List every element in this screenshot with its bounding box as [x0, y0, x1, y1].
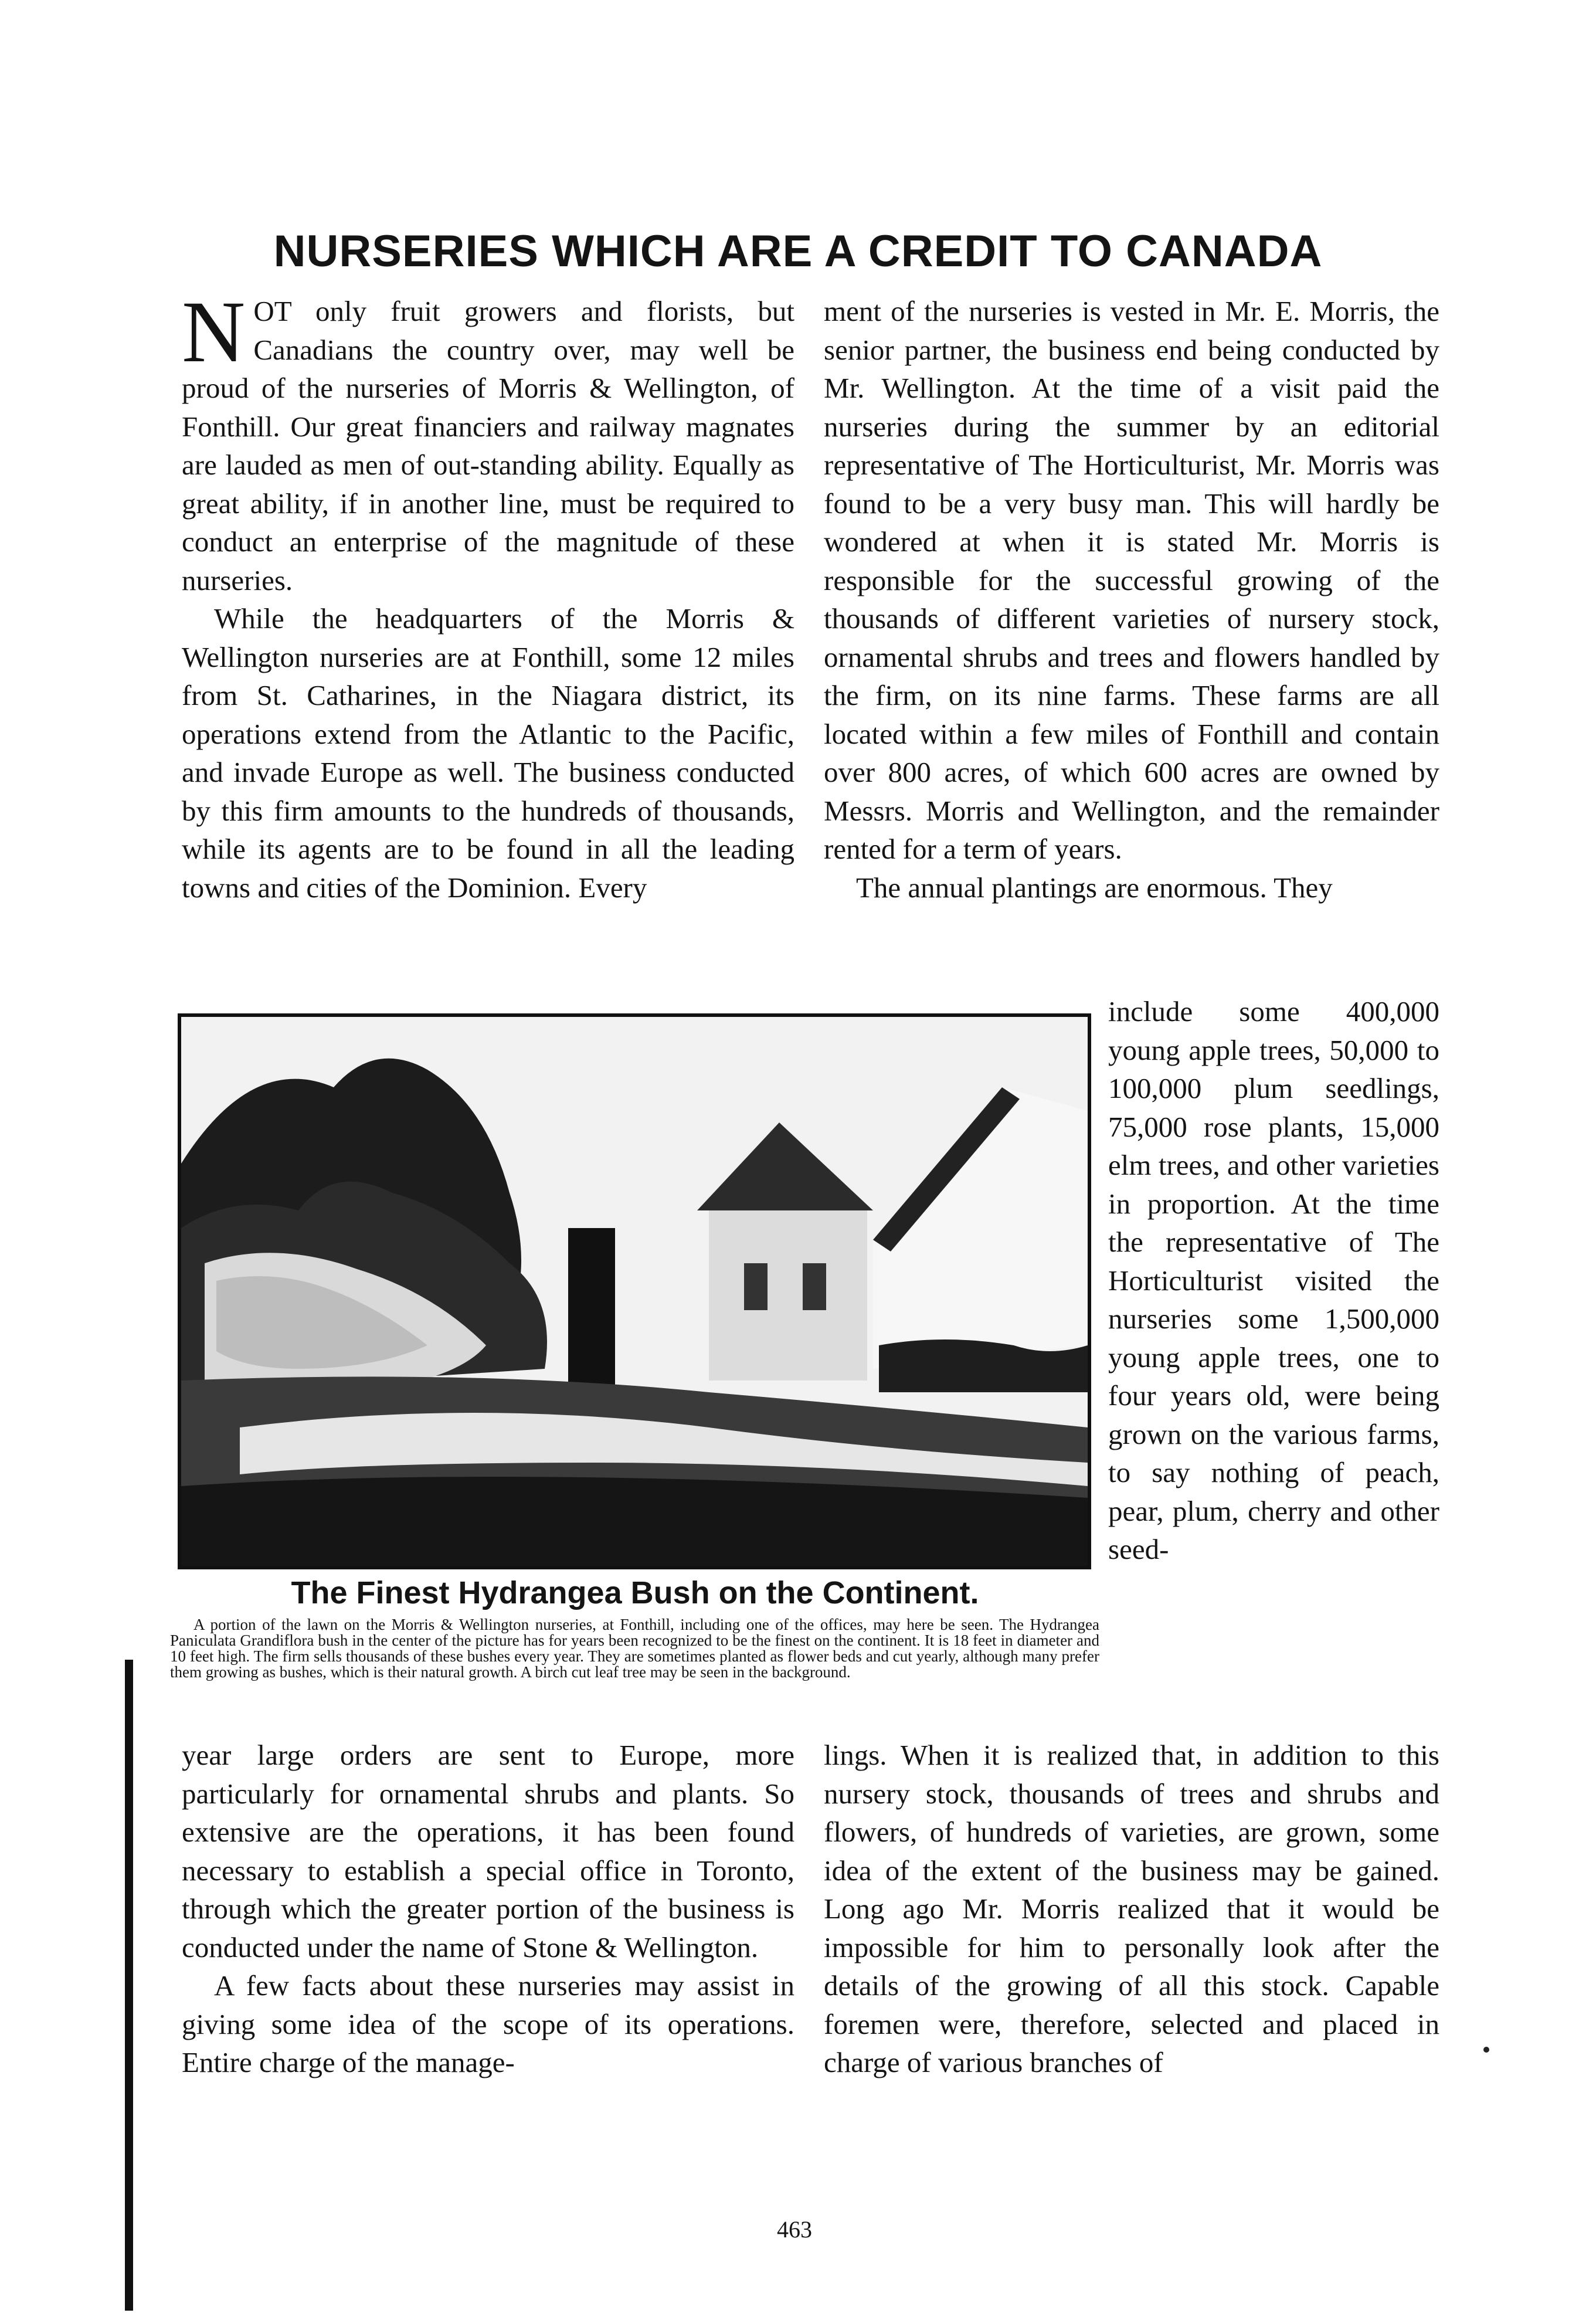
left-column-top: [182, 283, 794, 907]
paragraph-plantings: include some 400,000 young apple trees, 50,000 to 100,000 plum seedlings, 75,000 rose plants, 15,000 elm trees, and other varieties in proportion. At the time the representative of The Horticulturist visited the nurseries some 1,500,000 young apple trees, one to four years old, were being grown on the various farms, to say nothing of peach, pear, plum, cherry and other seed-: [1108, 995, 1439, 1565]
paragraph-2: While the headquarters of the Morris & Wellington nurseries are at Fonthill, some 12 miles from St. Catharines, in the Niagara district, its operations extend from the Atlantic to the Pacific, and invade Europe as well. The business conducted by this firm amounts to the hundreds of thousands, while its agents are to be found in all the leading towns and cities of the Dominion. Every: [182, 602, 794, 904]
scan-edge-shadow: [125, 1660, 133, 2311]
paragraph-management: ment of the nurseries is vested in Mr. E. Morris, the senior partner, the business end being conducted by Mr. Wellington. At the time of a visit paid the nurseries during the summer by an editorial representative of The Horticulturist, Mr. Morris was found to be a very busy man. This will hardly be wondered at when it is stated Mr. Morris is responsible for the successful growing of the thousands of different varieties of nursery stock, ornamental shrubs and trees and flowers handled by the firm, on its nine farms. These farms are all located within a few miles of Fonthill and contain over 800 acres, of which 600 acres are owned by Messrs. Morris and Wellington, and the remainder rented for a term of years.: [824, 295, 1439, 865]
paragraph-1-text: OT only fruit growers and florists, but Canadians the country over, may well be proud of the nurseries of Morris & Wellington, of Fonthill. Our great financiers and railway magnates are lauded as men of out-standing ability. Equally as great ability, if in another line, must be required to conduct an enterprise of the magnitude of these nurseries.: [182, 295, 794, 596]
scan-speck: [1483, 2047, 1489, 2053]
left-column-bottom: [182, 1736, 794, 2082]
drop-cap: N: [182, 283, 246, 381]
right-column-bottom: [824, 1736, 1439, 2082]
photo-illustration: [181, 1017, 1088, 1566]
figure-caption-text: A portion of the lawn on the Morris & Wellington nurseries, at Fonthill, including one of the offices, may here be seen. The Hydrangea Paniculata Grandiflora bush in the center of the picture has for years been recognized to be the finest on the continent. It is 18 feet in diameter and 10 feet high. The firm sells thousands of these bushes every year. They are sometimes planted as flower beds and cut yearly, although many prefer them growing as bushes, which is their natural growth. A birch cut leaf tree may be seen in the background.: [170, 1616, 1099, 1681]
right-column-top: [824, 292, 1439, 907]
right-column-narrow: [1108, 992, 1439, 1569]
paragraph-foremen: lings. When it is realized that, in addition to this nursery stock, thousands of trees and shrubs and flowers, of hundreds of varieties, are grown, some idea of the extent of the business may be gained. Long ago Mr. Morris realized that it would be impossible for him to personally look after the details of the growing of all this stock. Capable foremen were, therefore, selected and placed in charge of various branches of: [824, 1739, 1439, 2078]
paragraph-facts: A few facts about these nurseries may assist in giving some idea of the scope of its operations. Entire charge of the manage-: [182, 1969, 794, 2078]
paragraph-1: [182, 283, 794, 599]
paragraph-plantings-intro: The annual plantings are enormous. They: [856, 871, 1333, 904]
article-title: NURSERIES WHICH ARE A CREDIT TO CANADA: [273, 226, 1323, 276]
figure-caption-title: The Finest Hydrangea Bush on the Continent.: [291, 1575, 979, 1610]
hydrangea-photo: [178, 1013, 1091, 1569]
paragraph-europe: year large orders are sent to Europe, more particularly for ornamental shrubs and plants. So extensive are the operations, it has been found necessary to establish a special office in Toronto, through which the greater portion of the business is conducted under the name of Stone & Wellington.: [182, 1739, 794, 1963]
page-number: 463: [777, 2216, 812, 2243]
